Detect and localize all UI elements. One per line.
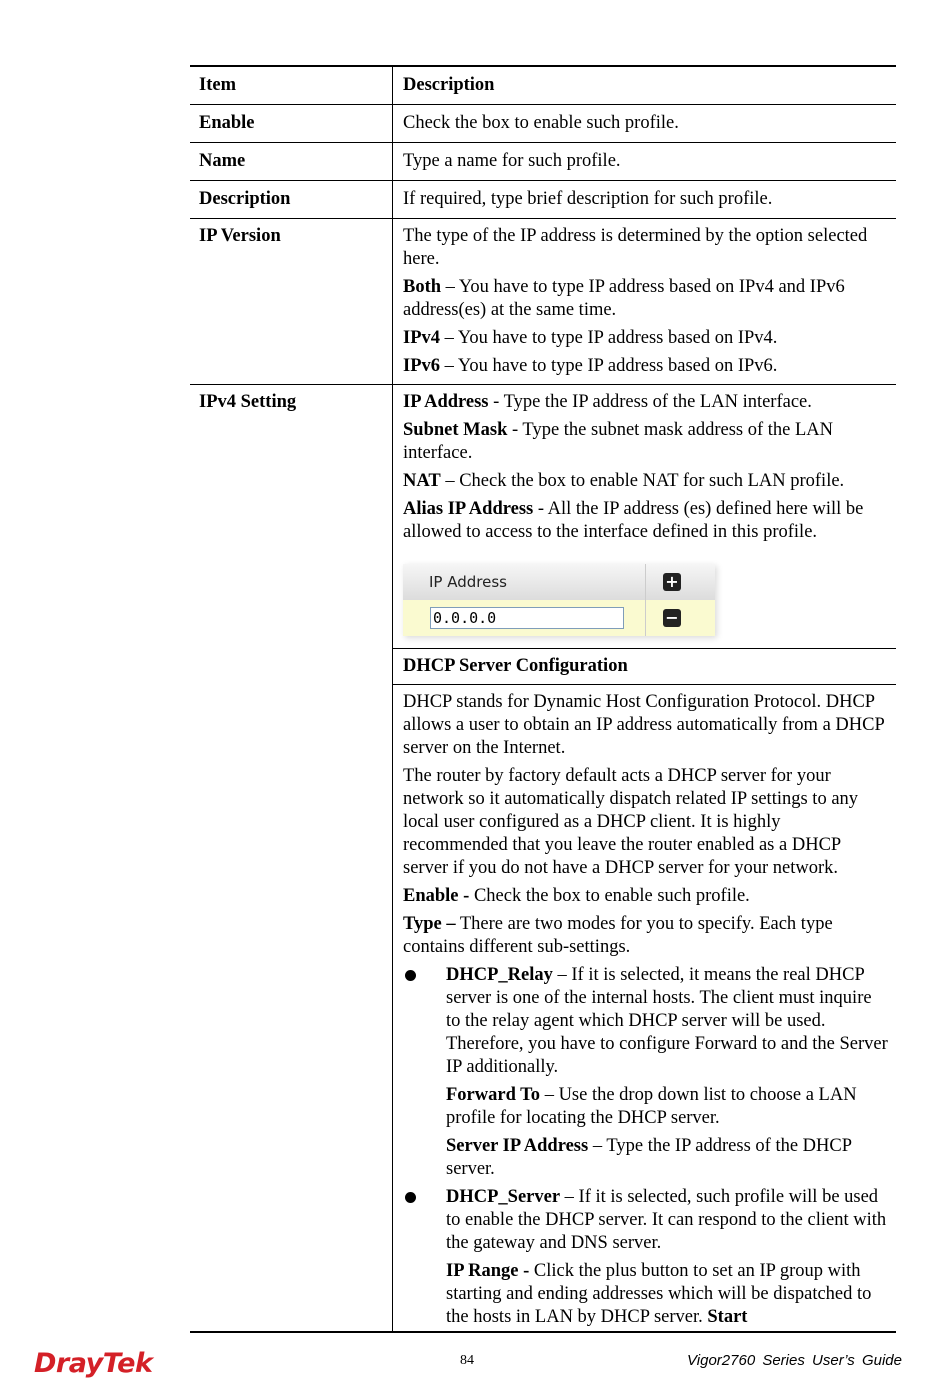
alias-ip-widget-row bbox=[403, 600, 715, 636]
ipv4-alias: Alias IP Address - All the IP address (es) defined here will be allowed to access to the interface defined in this profile. bbox=[403, 499, 864, 542]
dhcp-p2: The router by factory default acts a DHCP server for your network so it automatically dispatch related IP settings to any local user configured as a DHCP client. It is highly recommended that you leave the router enabled as a DHCP server if you do not have a DHCP server for your network. bbox=[403, 766, 859, 878]
desc-enable: Check the box to enable such profile. bbox=[393, 105, 897, 143]
alias-ip-widget-header bbox=[403, 564, 715, 600]
header-description: Description bbox=[393, 66, 897, 105]
widget-divider bbox=[645, 600, 646, 636]
desc-description: If required, type brief description for such profile. bbox=[393, 181, 897, 219]
alias-ip-header-label: IP Address bbox=[429, 572, 507, 591]
dhcp-p1: DHCP stands for Dynamic Host Configuration Protocol. DHCP allows a user to obtain an IP address automatically from a DHCP server on the Internet. bbox=[403, 692, 885, 758]
desc-ipv4-setting bbox=[393, 385, 897, 649]
guide-title: Vigor2760 Series User’s Guide bbox=[687, 1352, 902, 1369]
dhcp-heading: DHCP Server Configuration bbox=[393, 649, 897, 685]
item-description: Description bbox=[190, 181, 393, 219]
page-number: 84 bbox=[460, 1353, 474, 1368]
alias-ip-input[interactable]: 0.0.0.0 bbox=[430, 607, 624, 629]
dhcp-enable: Enable - Check the box to enable such profile. bbox=[403, 886, 750, 906]
list-item-dhcp-relay: DHCP_Relay – If it is selected, it means the real DHCP server is one of the internal hosts. The client must inquire to the relay agent which DHCP server will be used. Therefore, you have to configure Forward to and the Server IP additionally. bbox=[403, 964, 888, 1079]
table-header-row bbox=[190, 66, 896, 105]
table-row-ip-version bbox=[190, 219, 896, 385]
relay-server-ip: Server IP Address – Type the IP address of the DHCP server. bbox=[446, 1136, 852, 1179]
desc-name: Type a name for such profile. bbox=[393, 143, 897, 181]
ipv4-ip-address: IP Address - Type the IP address of the LAN interface. bbox=[403, 392, 812, 412]
item-enable: Enable bbox=[190, 105, 393, 143]
table-row-name bbox=[190, 143, 896, 181]
ipv4-subnet: Subnet Mask - Type the subnet mask address of the LAN interface. bbox=[403, 420, 833, 463]
desc-dhcp bbox=[393, 685, 897, 1333]
ipv4-nat: NAT – Check the box to enable NAT for such LAN profile. bbox=[403, 471, 845, 491]
add-icon[interactable]: + bbox=[663, 573, 681, 591]
item-ipv4-setting: IPv4 Setting bbox=[190, 385, 393, 1333]
ip-version-intro: The type of the IP address is determined by the option selected here. bbox=[403, 226, 868, 269]
dhcp-type: Type – There are two modes for you to specify. Each type contains different sub-settings. bbox=[403, 914, 833, 957]
list-item-dhcp-server: DHCP_Server – If it is selected, such profile will be used to enable the DHCP server. It can respond to the client with the gateway and DNS server. bbox=[403, 1186, 888, 1255]
description-table bbox=[190, 65, 896, 1333]
item-ip-version: IP Version bbox=[190, 219, 393, 385]
relay-forward-to: Forward To – Use the drop down list to choose a LAN profile for locating the DHCP server. bbox=[446, 1085, 857, 1128]
table-row-description bbox=[190, 181, 896, 219]
ip-version-both: Both – You have to type IP address based on IPv4 and IPv6 address(es) at the same time. bbox=[403, 277, 845, 320]
header-item: Item bbox=[190, 66, 393, 105]
remove-icon[interactable]: − bbox=[663, 609, 681, 627]
table-row-ipv4-setting bbox=[190, 385, 896, 649]
ip-version-ipv6: IPv6 – You have to type IP address based on IPv6. bbox=[403, 356, 778, 376]
desc-ip-version bbox=[393, 219, 897, 385]
widget-divider bbox=[645, 564, 646, 600]
bullet-icon bbox=[405, 1192, 416, 1203]
bullet-icon bbox=[405, 970, 416, 981]
item-name: Name bbox=[190, 143, 393, 181]
table-row-enable bbox=[190, 105, 896, 143]
alias-ip-widget bbox=[403, 564, 715, 636]
draytek-logo: DrayTek bbox=[34, 1348, 153, 1379]
ip-version-ipv4: IPv4 – You have to type IP address based on IPv4. bbox=[403, 328, 778, 348]
server-ip-range: IP Range - Click the plus button to set an IP group with starting and ending addresses which will be dispatched to the hosts in LAN by DHCP server. Start bbox=[446, 1261, 872, 1327]
